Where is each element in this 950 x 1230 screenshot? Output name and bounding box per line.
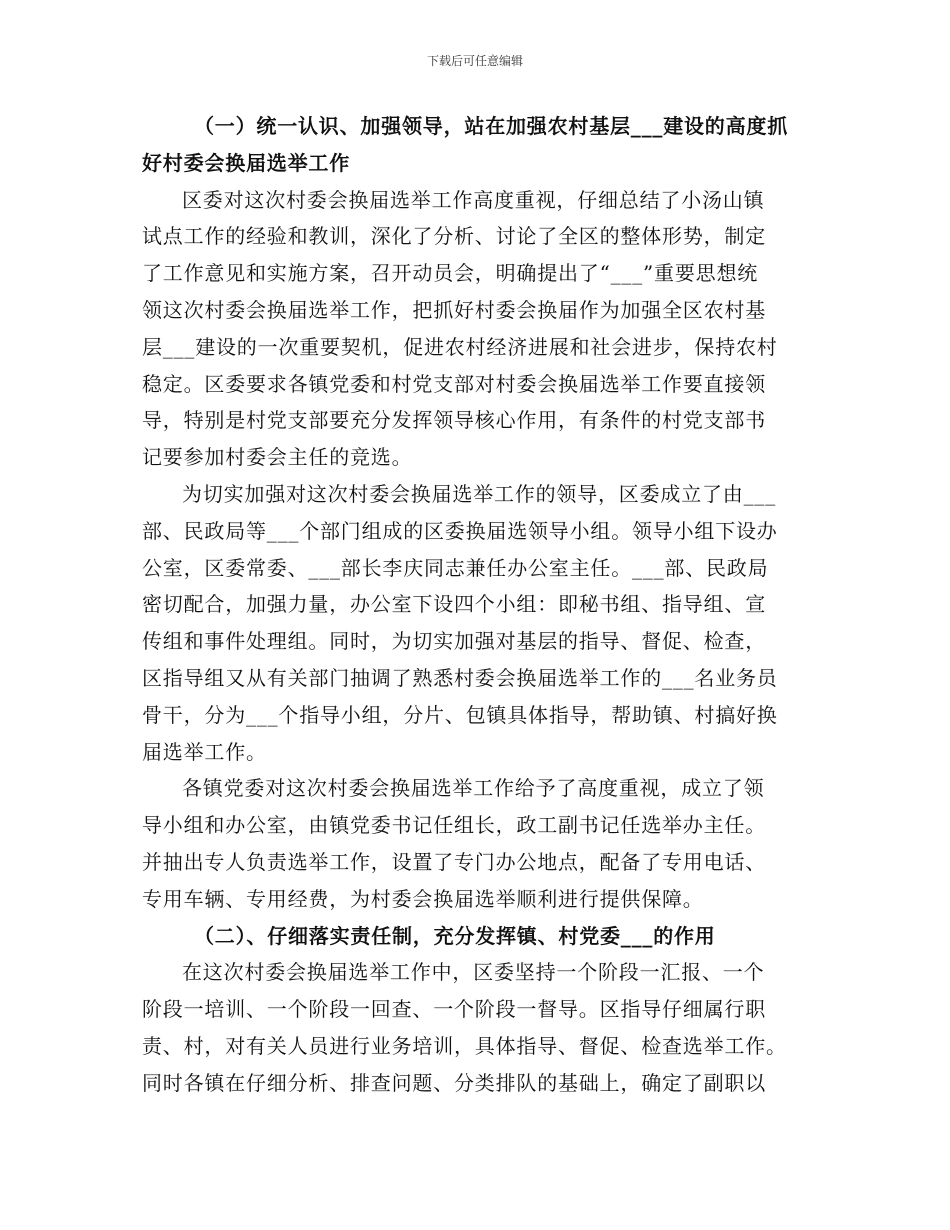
paragraph-line: 记要参加村委会主任的竞选。	[142, 445, 413, 470]
paragraph-line: 公室，区委常委、___部长李庆同志兼任办公室主任。___部、民政局	[142, 555, 769, 580]
paragraph-line: 部、民政局等___个部门组成的区委换届选领导小组。领导小组下设办	[142, 518, 778, 543]
page-header: 下载后可任意编辑	[426, 54, 523, 68]
paragraph-line: 稳定。区委要求各镇党委和村党支部对村委会换届选举工作要直接领	[142, 371, 766, 396]
paragraph-line: 层___建设的一次重要契机，促进农村经济进展和社会进步，保持农村	[142, 334, 778, 359]
paragraph-line: 专用车辆、专用经费，为村委会换届选举顺利进行提供保障。	[142, 886, 704, 911]
document-body	[142, 108, 812, 1102]
paragraph-line: 责、村，对有关人员进行业务培训，具体指导、督促、检查选举工作。	[142, 1033, 787, 1058]
paragraph-line: 届选举工作。	[142, 739, 267, 764]
section-heading-1: （一）统一认识、加强领导，站在加强农村基层___建设的高度抓	[194, 114, 788, 138]
paragraph-line: 了工作意见和实施方案，召开动员会，明确提出了“___”重要思想统	[142, 261, 759, 286]
paragraph-line: 区指导组又从有关部门抽调了熟悉村委会换届选举工作的___名业务员	[142, 665, 778, 690]
paragraph-line: 导，特别是村党支部要充分发挥领导核心作用，有条件的村党支部书	[142, 408, 766, 433]
paragraph-line: 为切实加强对这次村委会换届选举工作的领导，区委成立了由___	[182, 481, 776, 506]
paragraph-line: 导小组和办公室，由镇党委书记任组长，政工副书记任选举办主任。	[142, 813, 766, 838]
paragraph-line: 传组和事件处理组。同时，为切实加强对基层的指导、督促、检查，	[142, 629, 766, 654]
paragraph-line: 并抽出专人负责选举工作，设置了专门办公地点，配备了专用电话、	[142, 849, 766, 874]
paragraph-line: 区委对这次村委会换届选举工作高度重视，仔细总结了小汤山镇	[182, 187, 765, 212]
paragraph-line: 骨干，分为___个指导小组，分片、包镇具体指导，帮助镇、村搞好换	[142, 702, 778, 727]
paragraph-line: 领这次村委会换届选举工作，把抓好村委会换届作为加强全区农村基	[142, 297, 766, 322]
paragraph-line: 密切配合，加强力量，办公室下设四个小组：即秘书组、指导组、宣	[142, 592, 766, 617]
paragraph-line: 在这次村委会换届选举工作中，区委坚持一个阶段一汇报、一个	[182, 960, 765, 985]
paragraph-line: 阶段一培训、一个阶段一回查、一个阶段一督导。区指导仔细属行职	[142, 997, 766, 1022]
section-heading-2: （二）、仔细落实责任制，充分发挥镇、村党委___的作用	[194, 923, 716, 948]
paragraph-line: 试点工作的经验和教训，深化了分析、讨论了全区的整体形势，制定	[142, 224, 766, 249]
section-heading-1-cont: 好村委会换届选举工作	[142, 150, 350, 175]
paragraph-line: 各镇党委对这次村委会换届选举工作给予了高度重视，成立了领	[182, 776, 765, 801]
paragraph-line: 同时各镇在仔细分析、排查问题、分类排队的基础上，确定了副职以	[142, 1070, 766, 1095]
